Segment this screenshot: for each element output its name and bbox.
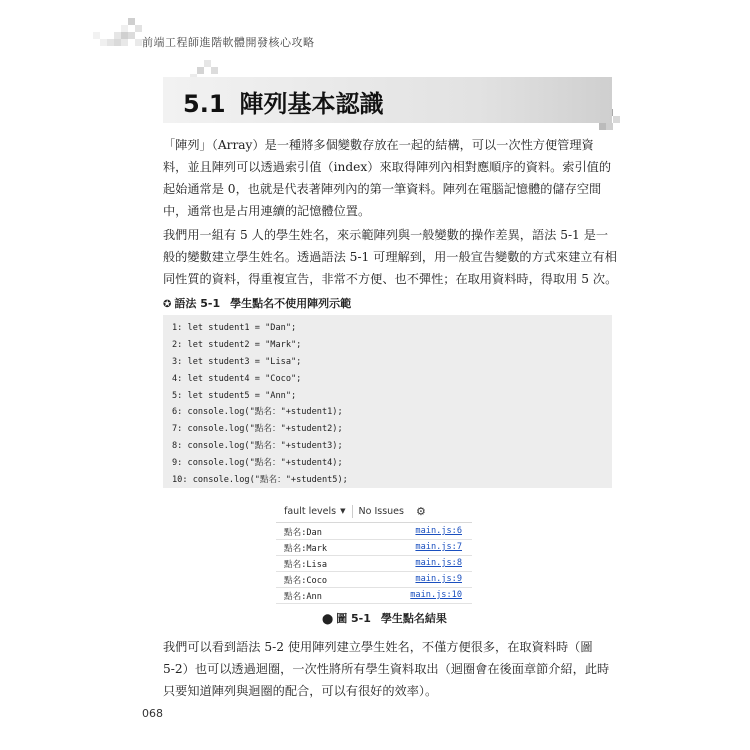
console-row: [276, 555, 472, 572]
chevron-down-icon: ▼: [340, 507, 346, 515]
paragraph-line: 我們用一組有 5 人的學生姓名，來示範陣列與一般變數的操作差異，語法 5-1 是一: [163, 228, 609, 242]
code-line: 7: console.log("點名："+student2);: [172, 424, 343, 435]
figure-caption-title: 學生點名結果: [380, 612, 447, 625]
paragraph-line: 我們可以看到語法 5-2 使用陣列建立學生姓名，不僅方便很多，在取資料時（圖: [163, 640, 593, 654]
section-heading: [183, 84, 384, 119]
console-source-link[interactable]: main.js:9: [415, 574, 462, 584]
paragraph-3: [163, 636, 611, 702]
console-row: [276, 523, 472, 540]
paragraph-line: 起始通常是 0，也就是代表著陣列內的第一筆資料。陣列在電腦記憶體的儲存空間: [163, 182, 602, 196]
console-row: [276, 587, 472, 604]
code-line: 2: let student2 = "Mark";: [172, 339, 302, 350]
figure-caption-label: 圖 5-1: [336, 612, 371, 625]
console-source-link[interactable]: main.js:10: [410, 590, 462, 600]
console-message: 點名:Dan: [284, 528, 322, 538]
console-screenshot: [276, 500, 472, 606]
console-source-link[interactable]: main.js:8: [415, 558, 462, 568]
toolbar-divider: [352, 505, 353, 518]
code-line: 6: console.log("點名："+student1);: [172, 407, 343, 418]
code-line: 3: let student3 = "Lisa";: [172, 356, 302, 367]
figure-caption: [322, 610, 447, 626]
running-header: 前端工程師進階軟體開發核心攻略: [142, 36, 315, 49]
log-levels-dropdown[interactable]: fault levels: [284, 505, 337, 517]
issues-label[interactable]: No Issues: [358, 505, 404, 517]
console-row: [276, 539, 472, 556]
console-row: [276, 571, 472, 588]
code-line: 4: let student4 = "Coco";: [172, 373, 302, 384]
code-caption-label: 語法 5-1: [174, 297, 221, 310]
paragraph-line: 只要知道陣列與迴圈的配合，可以有很好的效率）。: [163, 684, 438, 698]
code-caption-title: 學生點名不使用陣列示範: [230, 297, 352, 310]
code-line: 8: console.log("點名："+student3);: [172, 441, 343, 452]
code-lines: [172, 320, 348, 489]
paragraph-2: [163, 224, 618, 290]
console-source-link[interactable]: main.js:7: [415, 542, 462, 552]
console-message: 點名:Mark: [284, 544, 328, 554]
paragraph-line: 中，通常也是占用連續的記憶體位置。: [163, 204, 371, 218]
code-line: 5: let student5 = "Ann";: [172, 390, 297, 401]
paragraph-line: 「陣列」（Array）是一種將多個變數存放在一起的結構，可以一次性方便管理資: [163, 138, 594, 152]
console-toolbar: [276, 500, 472, 523]
gear-icon[interactable]: ⚙: [415, 504, 426, 518]
paragraph-line: 5-2）也可以透過迴圈，一次性將所有學生資料取出（迴圈會在後面章節介紹，此時: [163, 662, 610, 676]
paragraph-line: 般的變數建立學生姓名。透過語法 5-1 可理解到，用一般宣告變數的方式來建立有相: [163, 250, 617, 264]
console-source-link[interactable]: main.js:6: [415, 526, 462, 536]
code-line: 1: let student1 = "Dan";: [172, 323, 297, 333]
section-title: 陣列基本認識: [239, 90, 384, 118]
figure-caption-icon: ⬤: [322, 614, 334, 625]
code-caption-icon: ✪: [163, 299, 172, 310]
paragraph-line: 同性質的資料，得重複宣告，非常不方便、也不彈性；在取用資料時，得取用 5 次。: [163, 272, 618, 286]
console-message: 點名:Lisa: [284, 560, 328, 570]
code-line: 10: console.log("點名："+student5);: [172, 475, 348, 486]
paragraph-line: 料，並且陣列可以透過索引值（index）來取得陣列內相對應順序的資料。索引值的: [163, 160, 612, 174]
paragraph-1: [163, 134, 611, 222]
code-caption: [163, 295, 351, 311]
console-message: 點名:Ann: [284, 592, 322, 602]
code-line: 9: console.log("點名："+student4);: [172, 458, 343, 469]
section-number: 5.1: [183, 90, 226, 118]
page-number: 068: [142, 707, 163, 720]
console-message: 點名:Coco: [284, 576, 328, 586]
